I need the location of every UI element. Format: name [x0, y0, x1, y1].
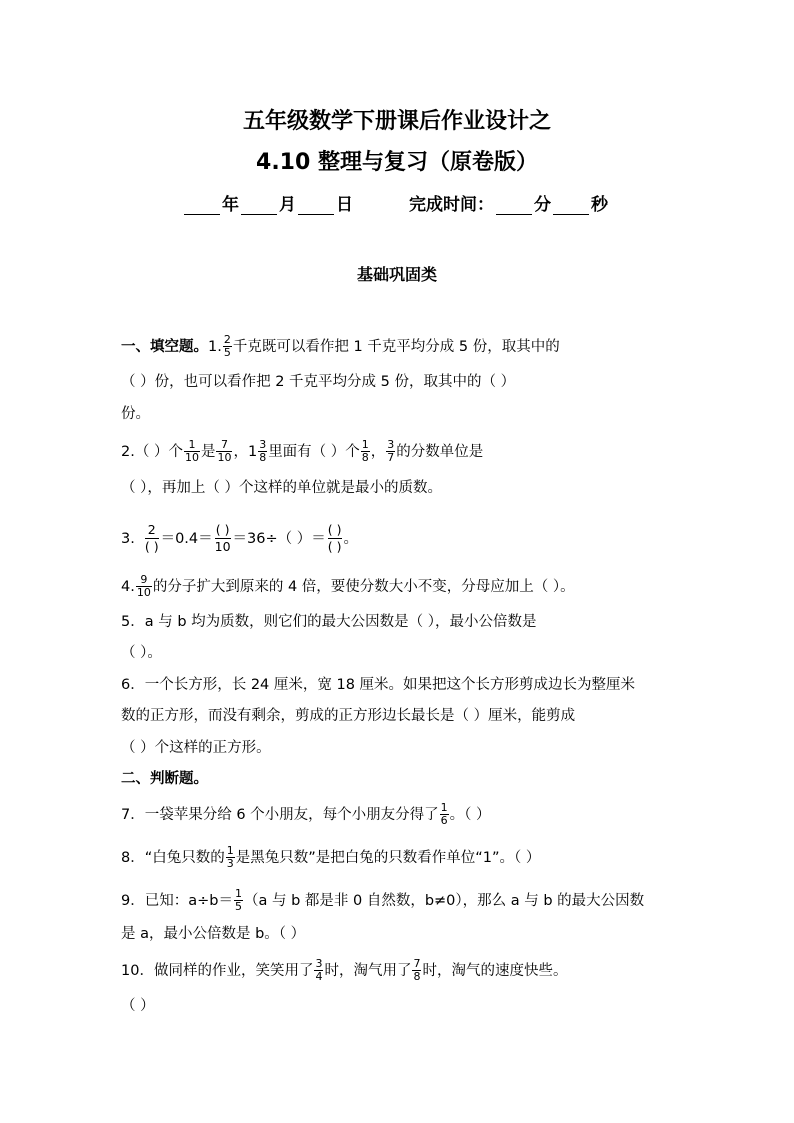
q10-fraction-1 — [314, 958, 323, 983]
q2-part-1: （ ）个 — [134, 443, 183, 460]
year-blank[interactable] — [184, 200, 220, 215]
q3-fraction-1 — [145, 522, 159, 555]
question-6-line-3: （ ）个这样的正方形。 — [121, 740, 271, 756]
section-title: 基础巩固类 — [356, 265, 437, 284]
q2-f4-den: 7 — [387, 451, 395, 464]
question-2-line-1 — [121, 439, 483, 464]
q2-part-4: 里面有（ ）个 — [268, 443, 360, 460]
q2-part-5: ， — [370, 443, 386, 460]
q3-f2-num: ( ) — [215, 522, 230, 537]
q8-frac-num: 1 — [226, 844, 234, 857]
q10-fraction-2 — [412, 958, 421, 983]
q2-mixed-num: 3 — [259, 438, 267, 451]
q3-eq-1: ＝0.4＝ — [160, 530, 213, 547]
q3-f3-den: ( ) — [327, 539, 342, 554]
q9-fraction — [234, 888, 243, 913]
q10-f2-den: 8 — [413, 970, 421, 983]
question-3-line — [121, 522, 358, 555]
q8-fraction — [226, 845, 235, 870]
q2-part-2: 是 — [200, 443, 216, 460]
q4-fraction — [136, 574, 152, 599]
q2-mixed-fraction — [258, 439, 267, 464]
question-5-line-2: （ ）。 — [121, 645, 162, 661]
q3-eq-2: ＝36÷（ ）＝ — [232, 530, 326, 547]
q2-number: 2. — [121, 443, 135, 460]
day-label: 日 — [336, 195, 353, 215]
q3-fraction-2 — [215, 522, 231, 555]
q10-f1-num: 3 — [315, 957, 323, 970]
q4-text: 的分子扩大到原来的 4 倍，要使分数大小不变，分母应加上（ ）。 — [152, 578, 575, 595]
question-5-line-1: 5．a 与 b 均为质数，则它们的最大公因数是（ ），最小公倍数是 — [121, 614, 537, 630]
q4-frac-den: 10 — [136, 586, 151, 599]
q2-f3-num: 1 — [361, 438, 369, 451]
q7-fraction — [440, 802, 449, 827]
question-6-line-1: 6．一个长方形，长 24 厘米，宽 18 厘米。如果把这个长方形剪成边长为整厘米 — [121, 677, 636, 693]
q2-fraction-1 — [184, 439, 200, 464]
title-line-1: 五年级数学下册课后作业设计之 — [242, 109, 551, 134]
q10-text-1: 10．做同样的作业，笑笑用了 — [121, 962, 314, 979]
q2-fraction-4 — [386, 439, 395, 464]
q1-number: 1. — [208, 338, 222, 355]
q3-f3-num: ( ) — [327, 522, 342, 537]
second-label: 秒 — [591, 195, 608, 215]
q10-text-2: 时，淘气用了 — [324, 962, 412, 979]
q3-fraction-3 — [328, 522, 342, 555]
q10-f1-den: 4 — [315, 970, 323, 983]
question-1-line-1 — [121, 334, 560, 359]
year-label: 年 — [222, 195, 239, 215]
q3-end: 。 — [343, 530, 358, 547]
q8-frac-den: 3 — [226, 857, 234, 870]
q2-fraction-2 — [216, 439, 232, 464]
question-10-line-2: （ ） — [121, 998, 155, 1014]
question-9-line-1 — [121, 888, 644, 913]
q4-number: 4. — [121, 578, 135, 595]
q9-frac-den: 5 — [234, 900, 242, 913]
q2-mixed-whole: 1 — [247, 443, 258, 460]
q3-f1-num: 2 — [147, 522, 156, 537]
q7-text: 7．一袋苹果分给 6 个小朋友，每个小朋友分得了 — [121, 806, 439, 823]
q7-end: 。（ ） — [449, 806, 491, 823]
q2-fraction-3 — [361, 439, 370, 464]
q10-text-3: 时，淘气的速度快些。 — [422, 962, 568, 979]
q2-f1-num: 1 — [188, 438, 196, 451]
minute-label: 分 — [534, 195, 551, 215]
question-4-line — [121, 574, 575, 599]
q1-text-1: 千克既可以看作把 1 千克平均分成 5 份，取其中的 — [232, 338, 560, 355]
q9-frac-num: 1 — [234, 887, 242, 900]
date-time-line — [182, 190, 608, 215]
question-1-line-3: 份。 — [121, 406, 150, 422]
question-6-line-2: 数的正方形，而没有剩余，剪成的正方形边长最长是（ ）厘米，能剪成 — [121, 708, 576, 724]
month-label: 月 — [279, 195, 296, 215]
question-7-line — [121, 802, 491, 827]
time-label: 完成时间： — [409, 195, 494, 215]
q2-part-3: ， — [233, 443, 248, 460]
q1-fraction — [223, 334, 232, 359]
q2-f2-den: 10 — [217, 451, 232, 464]
q8-text-2: 是黑兔只数”是把白兔的只数看作单位“1”。（ ） — [235, 849, 541, 866]
q2-f1-den: 10 — [184, 451, 199, 464]
q2-f3-den: 8 — [361, 451, 369, 464]
question-1-line-2: （ ）份，也可以看作把 2 千克平均分成 5 份，取其中的（ ） — [121, 374, 516, 390]
q2-f4-num: 3 — [387, 438, 395, 451]
month-blank[interactable] — [241, 200, 277, 215]
question-8-line — [121, 845, 540, 870]
q9-text-1: 9．已知：a÷b＝ — [121, 892, 233, 909]
question-9-line-2: 是 a，最小公倍数是 b。（ ） — [121, 926, 306, 942]
q3-f1-den: ( ) — [144, 539, 159, 554]
q7-frac-num: 1 — [440, 801, 448, 814]
q3-number: 3. — [121, 530, 135, 547]
q9-text-2: （a 与 b 都是非 0 自然数，b≠0），那么 a 与 b 的最大公因数 — [243, 892, 645, 909]
part-1-heading: 一、填空题。 — [121, 338, 208, 355]
q1-frac-den: 5 — [223, 346, 231, 359]
part-2-heading: 二、判断题。 — [121, 771, 208, 787]
minute-blank[interactable] — [496, 200, 532, 215]
q1-frac-num: 2 — [223, 333, 231, 346]
q10-f2-num: 7 — [413, 957, 421, 970]
q2-mixed-number — [248, 439, 268, 464]
q4-frac-num: 9 — [140, 573, 148, 586]
day-blank[interactable] — [298, 200, 334, 215]
title-line-2: 4.10 整理与复习（原卷版） — [256, 150, 538, 175]
q2-mixed-den: 8 — [259, 451, 267, 464]
second-blank[interactable] — [553, 200, 589, 215]
question-2-line-2: （ ），再加上（ ）个这样的单位就是最小的质数。 — [121, 480, 442, 496]
question-10-line-1 — [121, 958, 567, 983]
q2-f2-num: 7 — [220, 438, 228, 451]
q2-part-6: 的分数单位是 — [396, 443, 484, 460]
q7-frac-den: 6 — [440, 814, 448, 827]
q8-text-1: 8．“白兔只数的 — [121, 849, 225, 866]
q3-f2-den: 10 — [214, 539, 231, 554]
